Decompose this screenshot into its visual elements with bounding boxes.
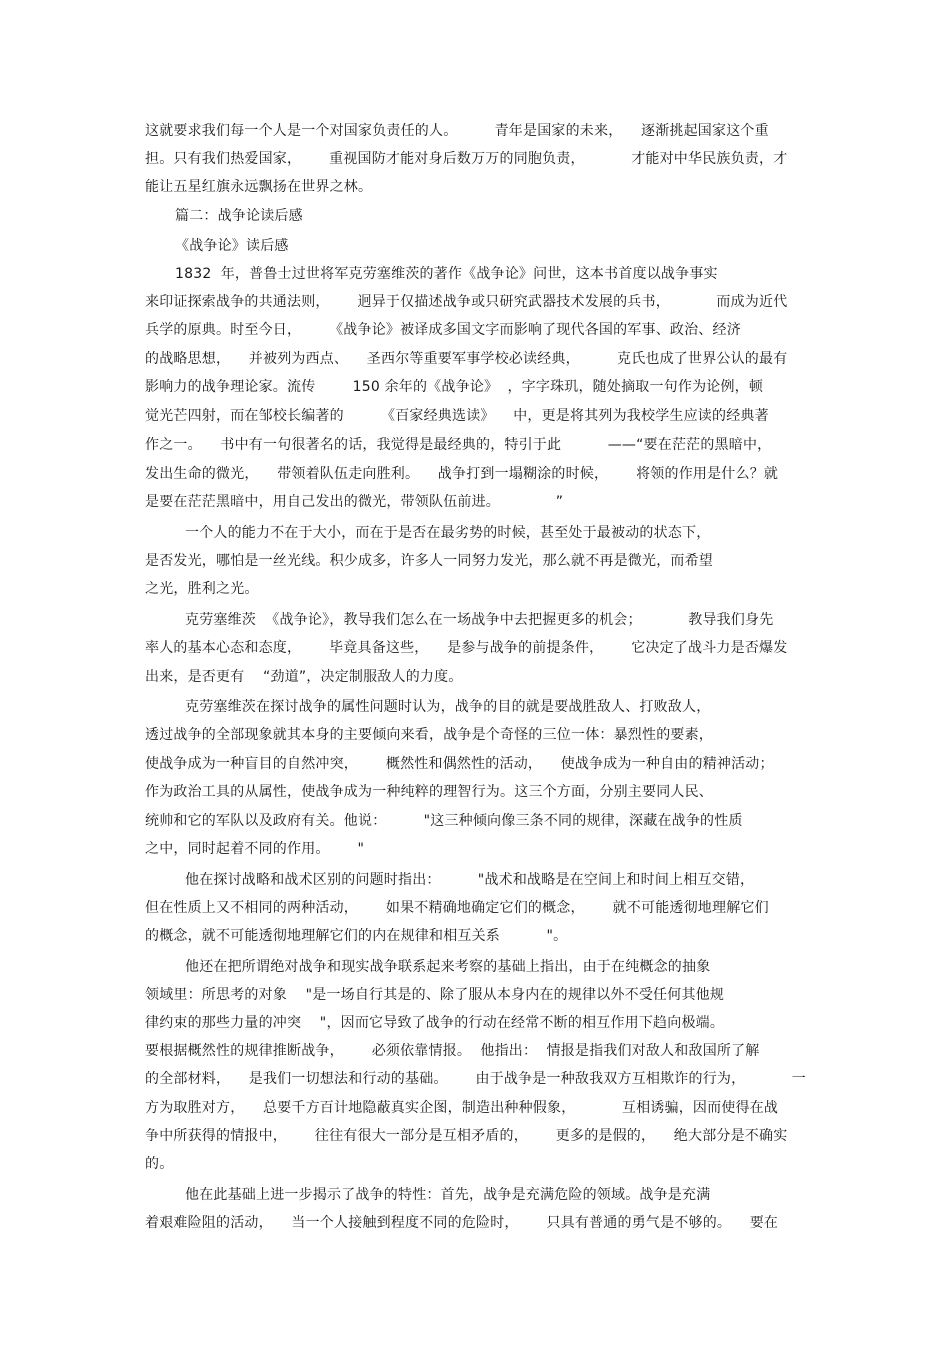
text-line: 发出生命的微光， 带领着队伍走向胜利。 战争打到一塌糊涂的时候， 将领的作用是什么？就 [145,466,779,482]
text-line: 是要在茫茫黑暗中，用自己发出的微光，带领队伍前进。 ” [145,494,564,510]
text-line: 律约束的那些力量的冲突 "，因而它导致了战争的行动在经常不断的相互作用下趋向极端。 [145,1015,725,1031]
text-line: 他在此基础上进一步揭示了战争的特性：首先，战争是充满危险的领域。战争是充满 [185,1187,711,1203]
text-line: 的概念，就不可能透彻地理解它们的内在规律和相互关系 "。 [145,928,568,944]
text-line: 的战略思想， 并被列为西点、 圣西尔等重要军事学校必读经典， 克氏也成了世界公认的最有 [145,351,788,367]
text-line: 的全部材料， 是我们一切想法和行动的基础。 由于战争是一种敌我双方互相欺诈的行为， 一 [145,1071,807,1087]
text-line: 作之一。 书中有一句很著名的话，我觉得是最经典的，特引于此 ——“要在茫茫的黑暗中， [145,437,772,453]
text-line: 出来，是否更有 “劲道”，决定制服敌人的力度。 [145,669,463,685]
text-line: 率人的基本心态和态度， 毕竟具备这些， 是参与战争的前提条件， 它决定了战斗力是否爆发 [145,640,788,656]
text-line: 克劳塞维茨 《战争论》，教导我们怎么在一场战争中去把握更多的机会； 教导我们身先 [185,612,774,628]
text-line: 但在性质上又不相同的两种活动， 如果不精确地确定它们的概念， 就不可能透彻地理解它们 [145,900,769,916]
text-line: 来印证探索战争的共通法则， 迥异于仅描述战争或只研究武器技术发展的兵书， 而成为近代 [145,294,788,310]
text-line: 统帅和它的军队以及政府有关。他说： "这三种倾向像三条不同的规律，深藏在战争的性质 [145,813,743,829]
text-line: 他还在把所谓绝对战争和现实战争联系起来考察的基础上指出，由于在纯概念的抽象 [185,959,711,975]
text-line: 透过战争的全部现象就其本身的主要倾向来看，战争是个奇怪的三位一体：暴烈性的要素， [145,727,713,743]
text-line: 是否发光，哪怕是一丝光线。积少成多，许多人一同努力发光，那么就不再是微光，而希望 [145,553,713,569]
text-line: 兵学的原典。时至今日， 《战争论》被译成多国文字而影响了现代各国的军事、政治、经济 [145,322,741,338]
text-line: 担。只有我们热爱国家， 重视国防才能对身后数万万的同胞负责， 才能对中华民族负责，才 [145,151,788,167]
text-line: 方为取胜对方， 总要千方百计地隐蔽真实企图，制造出种种假象， 互相诱骗，因而使得在战 [145,1100,779,1116]
text-line: 争中所获得的情报中， 往往有很大一部分是互相矛盾的， 更多的是假的， 绝大部分是不确实 [145,1128,788,1144]
text-line: 他在探讨战略和战术区别的问题时指出： "战术和战略是在空间上和时间上相互交错， [185,872,755,888]
text-line: 一个人的能力不在于大小，而在于是否在最劣势的时候，甚至处于最被动的状态下， [185,525,711,541]
text-line: 1832 年，普鲁士过世将军克劳塞维茨的著作《战争论》问世，这本书首度以战争事实 [175,266,718,282]
text-line: 领域里：所思考的对象 "是一场自行其是的、除了服从本身内在的规律以外不受任何其他规 [145,987,725,1003]
text-line: 的。 [145,1156,174,1172]
text-line: 着艰难险阻的活动， 当一个人接触到程度不同的危险时， 只具有普通的勇气是不够的。 要在 [145,1215,779,1231]
text-line: 影响力的战争理论家。流传 150 余年的《战争论》 ，字字珠玑，随处摘取一句作为论例，顿 [145,379,764,395]
text-line: 克劳塞维茨在探讨战争的属性问题时认为，战争的目的就是要战胜敌人、打败敌人， [185,699,711,715]
section-heading: 篇二：战争论读后感 [175,208,303,224]
text-line: 觉光芒四射，而在邹校长编著的 《百家经典选读》 中，更是将其列为我校学生应读的经典著 [145,408,769,424]
text-line: 之光，胜利之光。 [145,581,259,597]
text-line: 能让五星红旗永远飘扬在世界之林。 [145,179,373,195]
text-line: 这就要求我们每一个人是一个对国家负责任的人。 青年是国家的未来， 逐渐挑起国家这个重 [145,123,769,139]
text-line: 之中，同时起着不同的作用。 " [145,841,365,857]
article-title: 《战争论》读后感 [175,238,289,254]
text-line: 作为政治工具的从属性，使战争成为一种纯粹的理智行为。这三个方面，分别主要同人民、 [145,784,713,800]
text-line: 要根据概然性的规律推断战争， 必须依靠情报。 他指出： 情报是指我们对敌人和敌国所了解 [145,1043,760,1059]
text-line: 使战争成为一种盲目的自然冲突， 概然性和偶然性的活动， 使战争成为一种自由的精神活动； [145,756,774,772]
